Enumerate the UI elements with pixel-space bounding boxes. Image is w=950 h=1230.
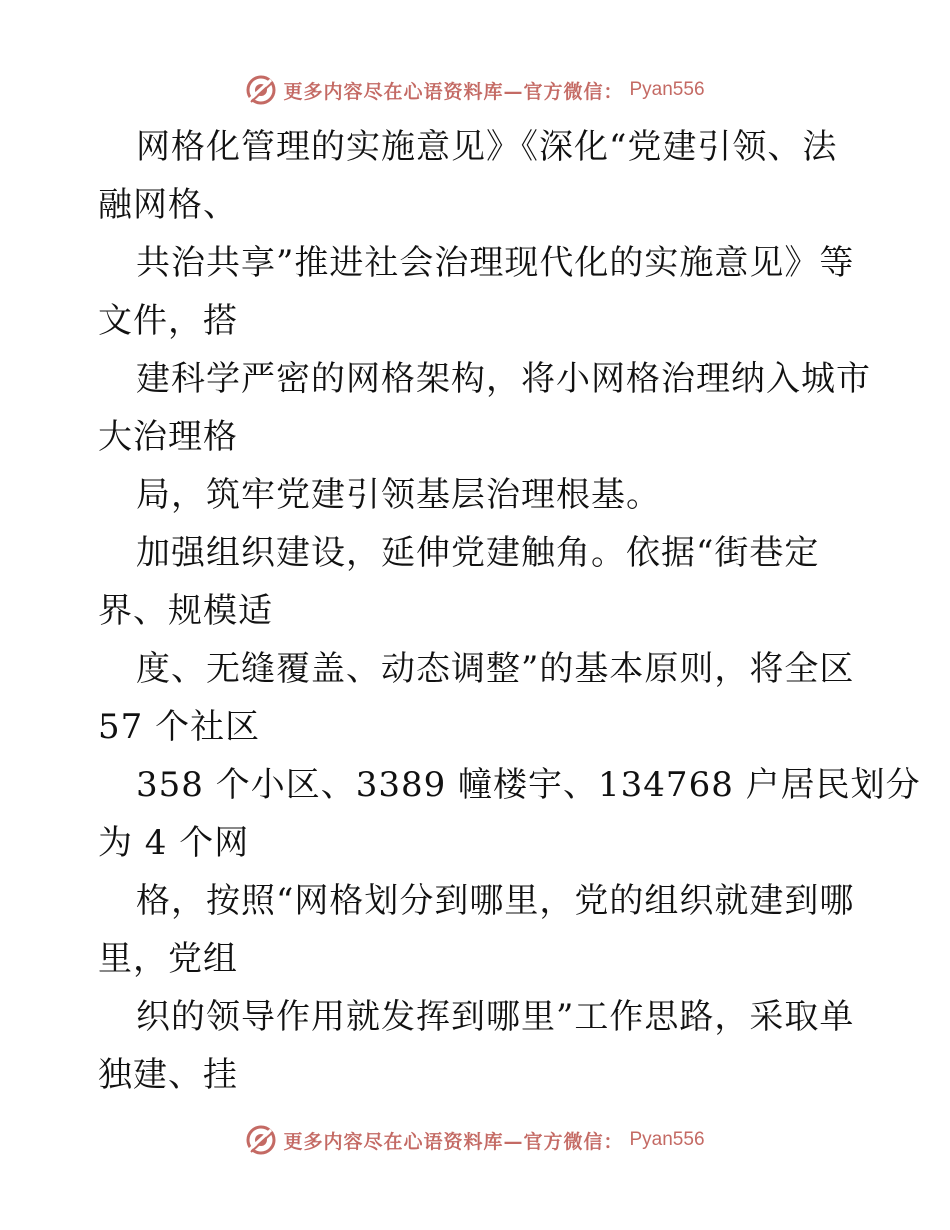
header-wechat-id: Pyan556 (629, 79, 705, 100)
footer-wechat-id: Pyan556 (629, 1129, 705, 1150)
document-body (98, 118, 921, 1104)
text-line: 文件，搭 (98, 301, 238, 341)
text-line: 大治理格 (98, 417, 238, 457)
text-line: 局，筑牢党建引领基层治理根基。 (136, 475, 661, 515)
text-line: 358 个小区、3389 幢楼宇、134768 户居民划分 (136, 765, 921, 805)
footer-banner-text: 更多内容尽在心语资料库—官方微信： (283, 1130, 624, 1153)
text-line: 为 4 个网 (98, 823, 250, 863)
text-line: 共治共享”推进社会治理现代化的实施意见》等 (136, 243, 855, 283)
text-line: 建科学严密的网格架构，将小网格治理纳入城市 (136, 359, 871, 399)
brand-logo-icon (245, 74, 277, 106)
text-line: 独建、挂 (98, 1055, 238, 1095)
text-line: 织的领导作用就发挥到哪里”工作思路，采取单 (136, 997, 855, 1037)
text-line: 度、无缝覆盖、动态调整”的基本原则，将全区 (136, 649, 855, 689)
text-line: 界、规模适 (98, 591, 273, 631)
text-line: 融网格、 (98, 185, 238, 225)
text-line: 加强组织建设，延伸党建触角。依据“街巷定 (136, 533, 820, 573)
header-banner-text: 更多内容尽在心语资料库—官方微信： (283, 80, 624, 103)
text-line: 格，按照“网格划分到哪里，党的组织就建到哪 (136, 881, 855, 921)
text-line: 里，党组 (98, 939, 238, 979)
text-line: 57 个社区 (98, 707, 261, 747)
header-banner (0, 70, 950, 110)
text-line: 网格化管理的实施意见》《深化“党建引领、法 (136, 127, 838, 167)
brand-logo-icon (245, 1124, 277, 1156)
footer-banner (0, 1120, 950, 1160)
